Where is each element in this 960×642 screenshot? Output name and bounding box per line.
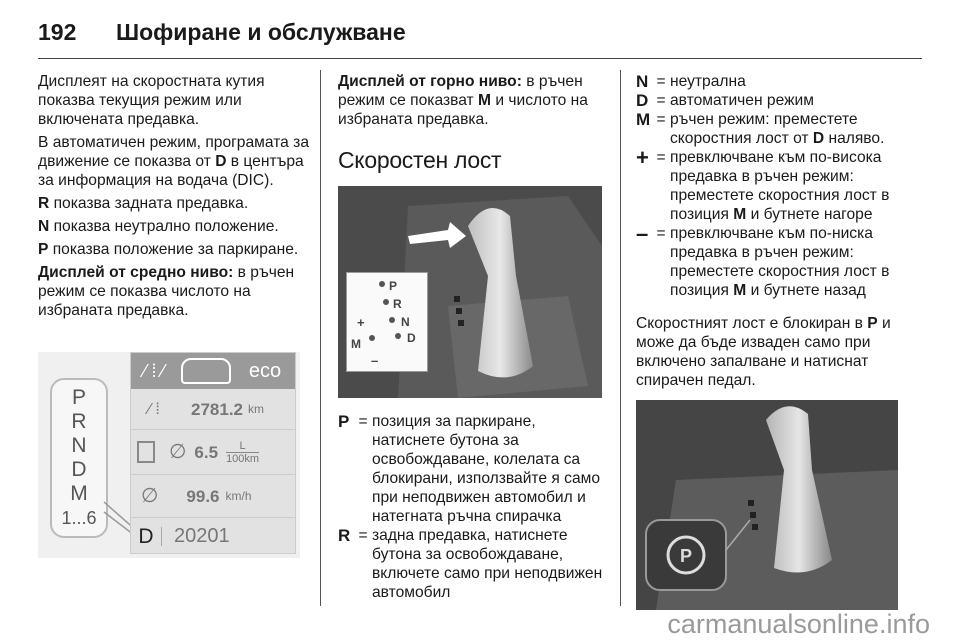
brake-lever-figure (636, 400, 898, 610)
column-3 (636, 72, 924, 610)
paragraph: Дисплеят на скоростната кутия показва текущия режим или включената предавка. (38, 73, 265, 128)
trip-value: 20201 (174, 524, 230, 547)
dot (395, 333, 401, 339)
diagram-letter: M (351, 337, 361, 351)
average-icon: ∅ (169, 440, 187, 463)
speed-unit: km/h (225, 488, 252, 503)
average-icon: ∅ (141, 484, 159, 507)
page-title: Шофиране и обслужване (116, 18, 406, 45)
column-divider-2 (620, 70, 621, 606)
diagram-letter: N (401, 315, 410, 329)
column-2 (338, 72, 608, 602)
definition-item: – = превключване към по-ниска предавка в ръчен режим: преместете скоростния лост в позиция M и бутнете назад (636, 221, 890, 299)
page-header (38, 12, 406, 52)
definition-item: D = автоматичен режим (636, 91, 814, 110)
fuel-value: 6.5 (194, 442, 219, 462)
brake-lever-illustration (636, 400, 898, 610)
road-small-icon: ⁄ ⁞ (148, 400, 160, 418)
watermark: carmanualsonline.info (667, 609, 930, 639)
header-rule (38, 58, 922, 59)
diagram-letter: + (357, 315, 365, 330)
gear-letter: M (70, 482, 88, 505)
paragraph: Дисплей от средно ниво: в ръчен режим се показва числото на избраната предавка. (38, 264, 295, 319)
definition-item: + = превключване към по-висока предавка в ръчен режим: преместете скоростния лост в позиция M и бутнете нагоре (636, 145, 890, 223)
dot (383, 299, 389, 305)
paragraph: R показва задната предавка. (38, 195, 249, 212)
mode-letter: D (131, 527, 162, 546)
column-divider-1 (320, 70, 321, 606)
fuel-row (131, 430, 295, 475)
definition-list (338, 412, 608, 602)
diagram-letter: D (407, 331, 416, 345)
mode-row (131, 518, 295, 554)
road-icon: ⁄ ⁞ ⁄ (143, 360, 165, 381)
odometer-row (131, 389, 295, 430)
odometer-unit: km (248, 401, 264, 416)
diagram-letter: – (371, 353, 379, 368)
paragraph: N показва неутрално положение. (38, 218, 279, 235)
fuel-unit: L 100km (226, 439, 260, 465)
dot (369, 335, 375, 341)
paragraph: В автоматичен режим, програмата за движение се показва от D в центъра за информация на водача (DIC). (38, 134, 309, 189)
definition-item: R = задна предавка, натиснете бутона за освобождаване, включете само при неподвижен автомобил (338, 526, 603, 601)
shift-pattern-inset (346, 272, 428, 372)
gear-range: 1...6 (61, 508, 97, 528)
gear-letter: N (71, 434, 87, 457)
gear-letter: R (71, 410, 87, 433)
definition-item: N = неутрална (636, 72, 746, 91)
fuel-pump-icon (137, 441, 155, 463)
section-heading: Скоростен лост (338, 147, 502, 173)
svg-text:P: P (679, 546, 693, 566)
definition-list (636, 72, 924, 300)
gear-letter: D (71, 458, 87, 481)
paragraph: Дисплей от горно ниво: в ръчен режим се показват M и числото на избраната предавка. (338, 73, 588, 128)
dic-display-figure (38, 352, 300, 558)
odometer-value: 2781.2 (191, 399, 243, 419)
column-1 (38, 72, 310, 548)
gear-letter: P (71, 386, 86, 409)
dic-top-bar (131, 353, 295, 389)
gear-lever-figure (338, 186, 602, 398)
paragraph: P показва положение за паркиране. (38, 241, 299, 258)
dot (389, 317, 395, 323)
page-number: 192 (38, 18, 77, 45)
diagram-letter: P (389, 279, 398, 293)
paragraph: Скоростният лост е блокиран в P и може да бъде изваден само при включено запалване и натиснат спирачен педал. (636, 315, 891, 389)
dic-screen (130, 352, 296, 554)
definition-item: M = ръчен режим: преместете скоростния лост от D наляво. (636, 110, 885, 147)
speed-value: 99.6 (186, 486, 220, 506)
dot (379, 281, 385, 287)
car-icon (181, 358, 231, 384)
definition-item: P = позиция за паркиране, натиснете бутона за освобождаване, колелата са блокирани, използвайте я само при неподвижен автомобил и натегната ръчна спирачка (338, 412, 601, 525)
speed-row (131, 475, 295, 518)
eco-label: eco (248, 359, 282, 382)
diagram-letter: R (393, 297, 402, 311)
